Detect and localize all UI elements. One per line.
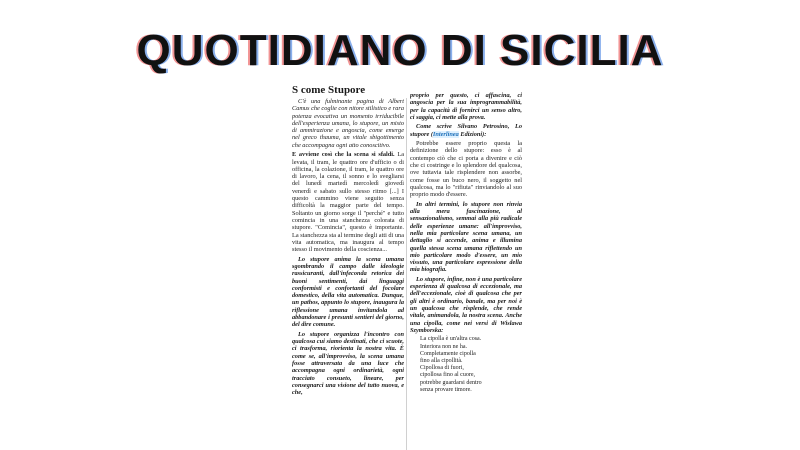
poem-line: La cipolla è un'altra cosa.: [420, 336, 482, 343]
article-clipping: [288, 84, 524, 450]
citation-text: Come scrive Silvano Petrosino, Lo stupore (: [410, 123, 522, 138]
paragraph-lead: E avviene così che la scena si sfaldi.: [292, 151, 395, 159]
quote-block: Potrebbe essere proprio questa la definizione dello stupore: esso è al contempo ciò che ci porta a divenire e ciò che ci costringe e lo splendore del qualcosa, ove tuttavia tale risplendere non assorbe, come fosse un buco nero, il soggetto nel qualcosa, ma lo "rifiuta" rinviandolo al suo proprio modo d'essere.: [410, 140, 522, 199]
poem-line: Interiora non ne ha.: [420, 343, 467, 350]
paragraph: Lo stupore, infine, non è una particolare esperienza di qualcosa di eccezionale, ma dell'eccezionale, cioè di qualcosa che per gli altri è ordinario, banale, ma per noi è un qualcosa che risplende, che rende vitale, animandola, la nostra scena. Anche una cipolla, come nei versi di Wislawa Szymborska:: [410, 275, 522, 334]
paragraph-body: La levata, il tram, le quattro ore d'ufficio o di officina, la colazione, il tram, le quattro ore di lavoro, la cena, il sonno e lo svegliarsi del lunedì martedì mercoledì giovedì venerdì e sabato sullo stesso ritmo [...] I questo cammino viene seguito senza difficoltà la maggior parte del tempo. Soltanto un giorno sorge il "perché" e tutto comincia in una stanchezza colorata di stupore. "Comincia", questo è importante. La stanchezza sta al termine degli atti di una vita automatica, ma inaugura al tempo stesso il movimento della coscienza...: [292, 151, 404, 254]
poem-line: potrebbe guardarsi dentro: [420, 379, 482, 386]
paragraph: In altri termini, lo stupore non rinvia alla mera fascinazione, al sensazionalismo, semmai alla più radicale delle esperienze umane: all'improvviso, nella mia particolare scena umana, un dettaglio si accende, anima e illumina quella stessa scena umana riflettendo un mio particolare modo d'essere, un mio vissuto, una particolare espressione della mia biografia.: [410, 200, 522, 274]
masthead-title: QUOTIDIANO DI SICILIA: [136, 26, 664, 75]
poem-line: Cipollosa di fuori,: [420, 365, 464, 372]
paragraph: [410, 123, 522, 138]
poem-line: senza provare timore.: [420, 386, 472, 393]
paragraph: C'è una fulminante pagina di Albert Camus che coglie con nitore stilistico e rara potenza evocativa un momento irriducibile dell'esperienza umana, lo stupore, un misto di ammirazione e angoscia, come emerge nel greco thauma, un vitale sbigottimento che accompagna ogni atto conoscitivo.: [292, 98, 404, 149]
article-column-left: [292, 98, 404, 450]
paragraph: Lo stupore anima la scena umana sgombrando il campo dalle ideologie rassicuranti, dall'infeconda retorica dei buoni sentimenti, dai linguaggi conformisti e confortanti del focolare domestico, della vita automatica. Dunque, un pathos, appunto lo stupore, inaugura la riflessione umana invitandola ad abbandonare i presunti sentieri del giorno, del dire comune.: [292, 255, 404, 329]
poem-block: [410, 336, 522, 394]
column-divider: [406, 98, 407, 450]
poem-line: fino alla cipollità.: [420, 358, 463, 365]
article-headline: S come Stupore: [292, 84, 366, 96]
publisher-link[interactable]: Interlinea: [432, 130, 459, 138]
paragraph: [292, 151, 404, 253]
paragraph: proprio per questo, ci affascina, ci angoscia per la sua improgrammabilità, per la capacità di fornirci un senso altro, ci saggia, ci mette alla prova.: [410, 92, 522, 121]
poem-line: Completamente cipolla: [420, 350, 476, 357]
article-column-right: [410, 92, 522, 450]
paragraph: Lo stupore organizza l'incontro con qualcosa cui siamo destinati, che ci scuote, ci trasforma, riorienta la nostra vita. È come se, all'improvviso, la scena umana fosse attraversata da una luce che accompagna ogni ordinarietà, ogni tracciato consueto, lineare, per consegnarci una visione del tutto nuova, e che,: [292, 330, 404, 397]
poem-line: cipollosa fino al cuore,: [420, 372, 475, 379]
citation-text-end: Edizioni):: [458, 130, 487, 138]
